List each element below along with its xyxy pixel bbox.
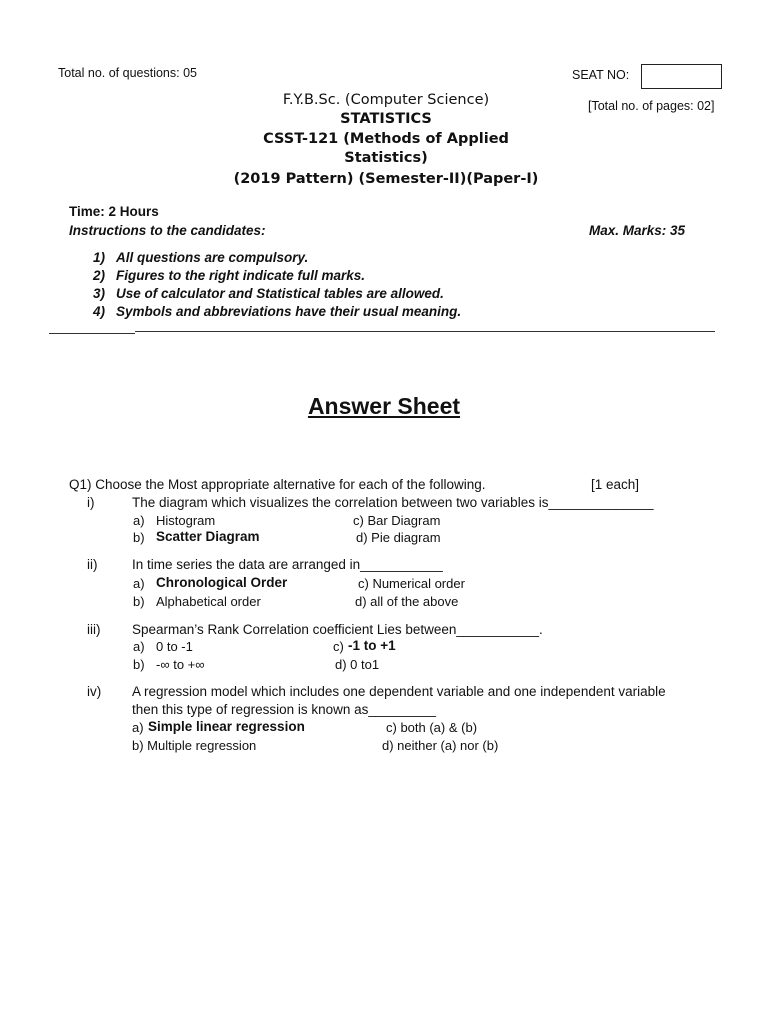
instruction-text: All questions are compulsory. bbox=[116, 250, 309, 265]
option-b: b) Multiple regression bbox=[132, 738, 257, 753]
option-d: d) neither (a) nor (b) bbox=[382, 738, 499, 753]
instruction-number: 1) bbox=[93, 250, 106, 265]
option-a-answer: Simple linear regression bbox=[148, 719, 305, 734]
item-number: i) bbox=[87, 495, 95, 510]
pattern-line: (2019 Pattern) (Semester-II)(Paper-I) bbox=[233, 171, 539, 187]
option-label: b) bbox=[133, 594, 145, 609]
course-name: F.Y.B.Sc. (Computer Science) bbox=[282, 92, 490, 108]
question-prompt: Q1) Choose the Most appropriate alternative for each of the following. bbox=[69, 477, 486, 492]
item-number: iv) bbox=[87, 684, 102, 699]
option-a-answer: Chronological Order bbox=[156, 575, 288, 590]
item-text-continued: then this type of regression is known as_________ bbox=[132, 702, 436, 717]
instruction-text: Use of calculator and Statistical tables are allowed. bbox=[116, 286, 444, 301]
option-label: b) bbox=[133, 530, 145, 545]
option-c: c) both (a) & (b) bbox=[386, 720, 478, 735]
total-pages: [Total no. of pages: 02] bbox=[588, 99, 715, 113]
instruction-text: Symbols and abbreviations have their usual meaning. bbox=[116, 304, 462, 319]
option-c-answer: -1 to +1 bbox=[348, 638, 396, 653]
option-a: 0 to -1 bbox=[156, 639, 193, 654]
option-label: a) bbox=[132, 720, 144, 735]
total-questions: Total no. of questions: 05 bbox=[58, 66, 197, 80]
item-text: Spearman’s Rank Correlation coefficient Lies between___________. bbox=[132, 622, 543, 637]
item-number: ii) bbox=[87, 557, 98, 572]
option-d: d) all of the above bbox=[355, 594, 459, 609]
item-number: iii) bbox=[87, 622, 101, 637]
option-label: a) bbox=[133, 513, 145, 528]
instruction-number: 3) bbox=[93, 286, 106, 301]
answer-sheet-title: Answer Sheet bbox=[307, 393, 461, 419]
time-allowed: Time: 2 Hours bbox=[69, 204, 159, 219]
max-marks: Max. Marks: 35 bbox=[589, 223, 686, 238]
instruction-text: Figures to the right indicate full marks. bbox=[116, 268, 366, 283]
seat-no-label: SEAT NO: bbox=[572, 68, 630, 82]
option-d: d) Pie diagram bbox=[356, 530, 441, 545]
option-label: c) bbox=[333, 639, 344, 654]
separator-rule bbox=[135, 331, 570, 332]
item-text: The diagram which visualizes the correlation between two variables is______________ bbox=[132, 495, 654, 510]
option-c: c) Bar Diagram bbox=[353, 513, 441, 528]
instructions-heading: Instructions to the candidates: bbox=[69, 223, 266, 238]
subject-name: STATISTICS bbox=[340, 111, 432, 127]
instruction-number: 2) bbox=[93, 268, 106, 283]
paper-title-line2: Statistics) bbox=[344, 150, 428, 166]
option-b-answer: Scatter Diagram bbox=[156, 529, 260, 544]
option-b: -∞ to +∞ bbox=[156, 657, 205, 672]
option-label: b) bbox=[133, 657, 145, 672]
seat-no-box bbox=[641, 64, 722, 89]
separator-rule bbox=[49, 333, 135, 334]
item-text: In time series the data are arranged in___________ bbox=[132, 557, 443, 572]
question-marks: [1 each] bbox=[591, 477, 640, 492]
option-label: a) bbox=[133, 639, 145, 654]
option-d: d) 0 to1 bbox=[335, 657, 380, 672]
item-text: A regression model which includes one dependent variable and one independent variable bbox=[132, 684, 666, 699]
option-b: Alphabetical order bbox=[156, 594, 261, 609]
option-a: Histogram bbox=[156, 513, 216, 528]
option-label: a) bbox=[133, 576, 145, 591]
paper-title-line1: CSST-121 (Methods of Applied bbox=[263, 131, 509, 147]
instruction-number: 4) bbox=[93, 304, 106, 319]
option-c: c) Numerical order bbox=[358, 576, 465, 591]
separator-rule bbox=[570, 331, 715, 332]
